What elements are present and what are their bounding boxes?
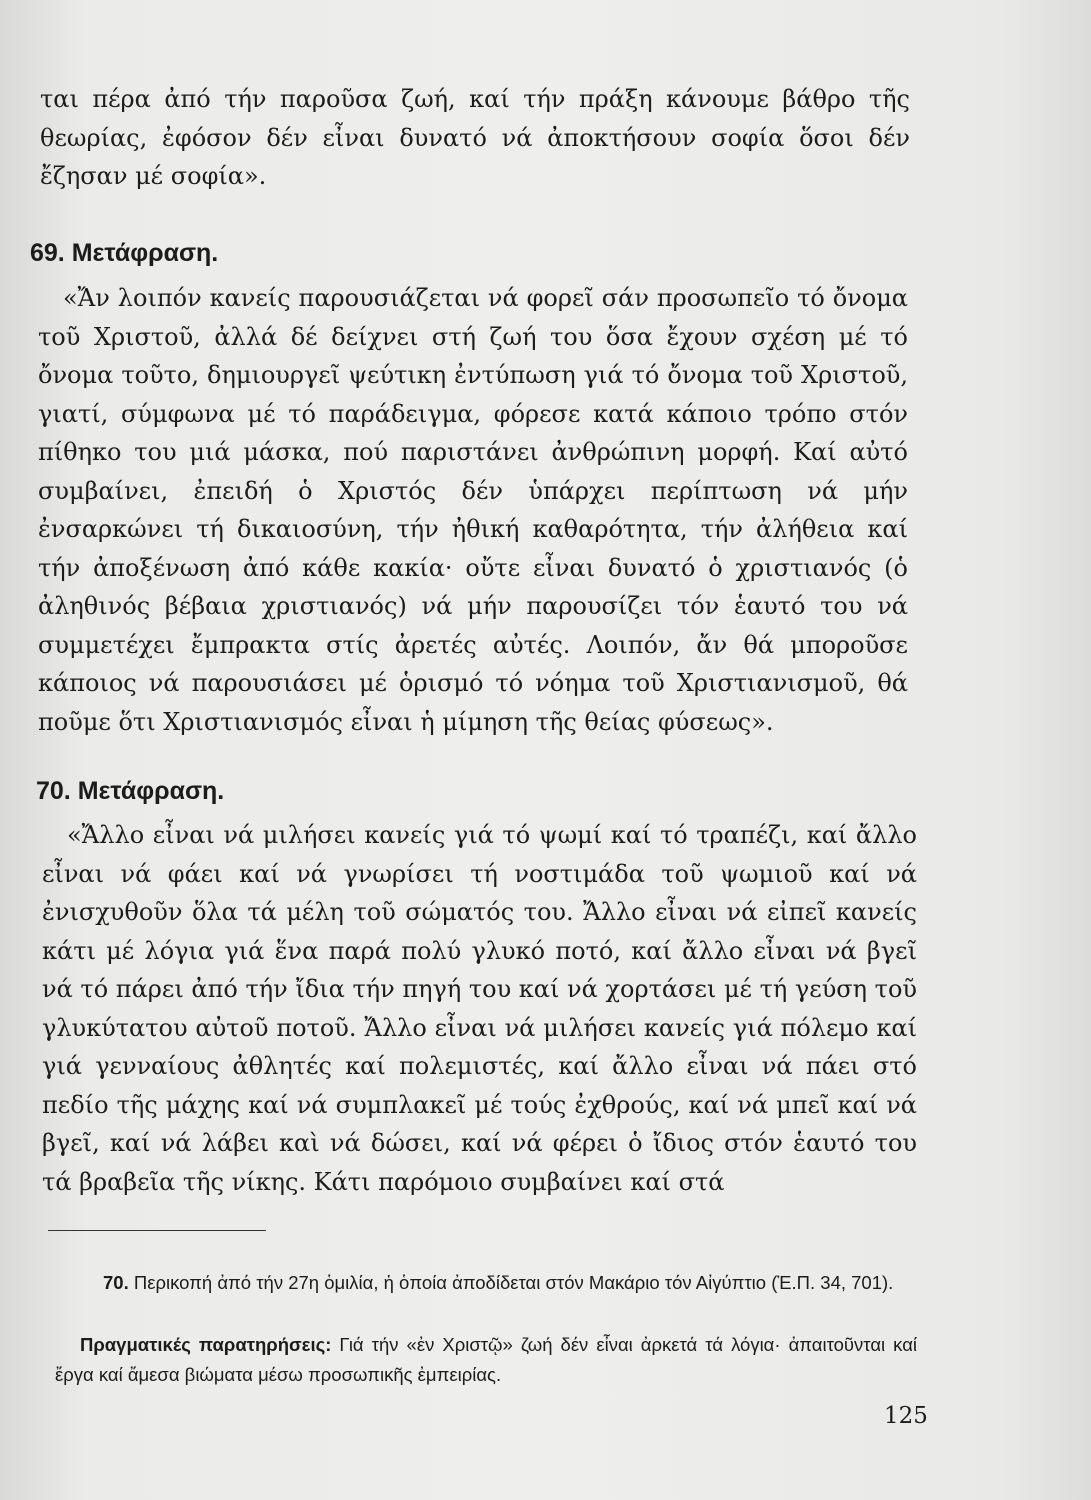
section-70-paragraph: «Ἄλλο εἶναι νά μιλήσει κανείς γιά τό ψωμί καί τό τραπέζι, καί ἄλλο εἶναι νά φάει καί νά γνωρίσει τή νοστιμάδα τοῦ ψωμιοῦ καί νά ἐνισχυθοῦν ὅλα τά μέλη τοῦ σώματός του. Ἄλλο εἶναι νά εἰπεῖ κανείς κάτι μέ λόγια γιά ἕνα παρά πολύ γλυκό ποτό, καί ἄλλο εἶναι νά βγεῖ νά τό πάρει ἀπό τήν ἴδια τήν πηγή του καί νά χορτάσει μέ τή γεύση τοῦ γλυκύτατου αὐτοῦ ποτοῦ. Ἄλλο εἶναι νά μιλήσει κανείς γιά πόλεμο καί γιά γενναίους ἀθλητές καί πολεμιστές, καί ἄλλο εἶναι νά πάει στό πεδίο τῆς μάχης καί νά συμπλακεῖ μέ τούς ἐχθρούς, καί νά μπεῖ καί νά βγεῖ, καί νά λάβει καὶ νά δώσει, καί νά φέρει ὁ ἴδιος στόν ἑαυτό του τά βραβεῖα τῆς νίκης. Κάτι παρόμοιο συμβαίνει καί στά (42, 821, 917, 1196)
footnote-source (55, 1268, 917, 1298)
footnote-text: Περικοπή ἀπό τήν 27η ὁμιλία, ἡ ὁποία ἀποδίδεται στόν Μακάριο τόν Αἰγύπτιο (Ἑ.Π. 34, 701). (133, 1272, 894, 1293)
section-69-heading: 69. Μετάφραση. (30, 239, 219, 267)
footnote-divider (48, 1230, 266, 1231)
section-70-heading: 70. Μετάφραση. (36, 777, 225, 805)
intro-paragraph: ται πέρα ἀπό τήν παροῦσα ζωή, καί τήν πράξη κάνουμε βάθρο τῆς θεωρίας, ἐφόσον δέν εἶναι δυνατό νά ἀποκτήσουν σοφία ὅσοι δέν ἔζησαν μέ σοφία». (40, 85, 910, 190)
page-number: 125 (884, 1403, 928, 1429)
footnote-remarks (55, 1330, 917, 1390)
section-69-paragraph: «Ἄν λοιπόν κανείς παρουσιάζεται νά φορεῖ σάν προσωπεῖο τό ὄνομα τοῦ Χριστοῦ, ἀλλά δέ δείχνει στή ζωή του ὅσα ἔχουν σχέση μέ τό ὄνομα τοῦτο, δημιουργεῖ ψεύτικη ἐντύπωση γιά τό ὄνομα τοῦ Χριστοῦ, γιατί, σύμφωνα μέ τό παράδειγμα, φόρεσε κατά κάποιο τρόπο στόν πίθηκο του μιά μάσκα, πού παριστάνει ἀνθρώπινη μορφή. Καί αὐτό συμβαίνει, ἐπειδή ὁ Χριστός δέν ὑπάρχει περίπτωση νά μήν ἐνσαρκώνει τή δικαιοσύνη, τήν ἠθική καθαρότητα, τήν ἀλήθεια καί τήν ἀποξένωση ἀπό κάθε κακία· οὔτε εἶναι δυνατό ὁ χριστιανός (ὁ ἀληθινός βέβαια χριστιανός) νά μήν παρουσίζει τόν ἑαυτό του νά συμμετέχει ἔμπρακτα στίς ἀρετές αὐτές. Λοιπόν, ἄν θά μποροῦσε κάποιος νά παρουσιάσει μέ ὁρισμό τό νόημα τοῦ Χριστιανισμοῦ, θά ποῦμε ὅτι Χριστιανισμός εἶναι ἡ μίμηση τῆς θείας φύσεως». (38, 284, 908, 736)
footnote-number: 70. (103, 1272, 129, 1293)
remarks-text: Γιά τήν «ἐν Χριστῷ» ζωή δέν εἶναι ἀρκετά τά λόγια· ἀπαιτοῦνται καί ἔργα καί ἄμεσα βιώματα μέσω προσωπικῆς ἐμπειρίας. (55, 1334, 917, 1385)
remarks-label: Πραγματικές παρατηρήσεις: (80, 1334, 332, 1355)
